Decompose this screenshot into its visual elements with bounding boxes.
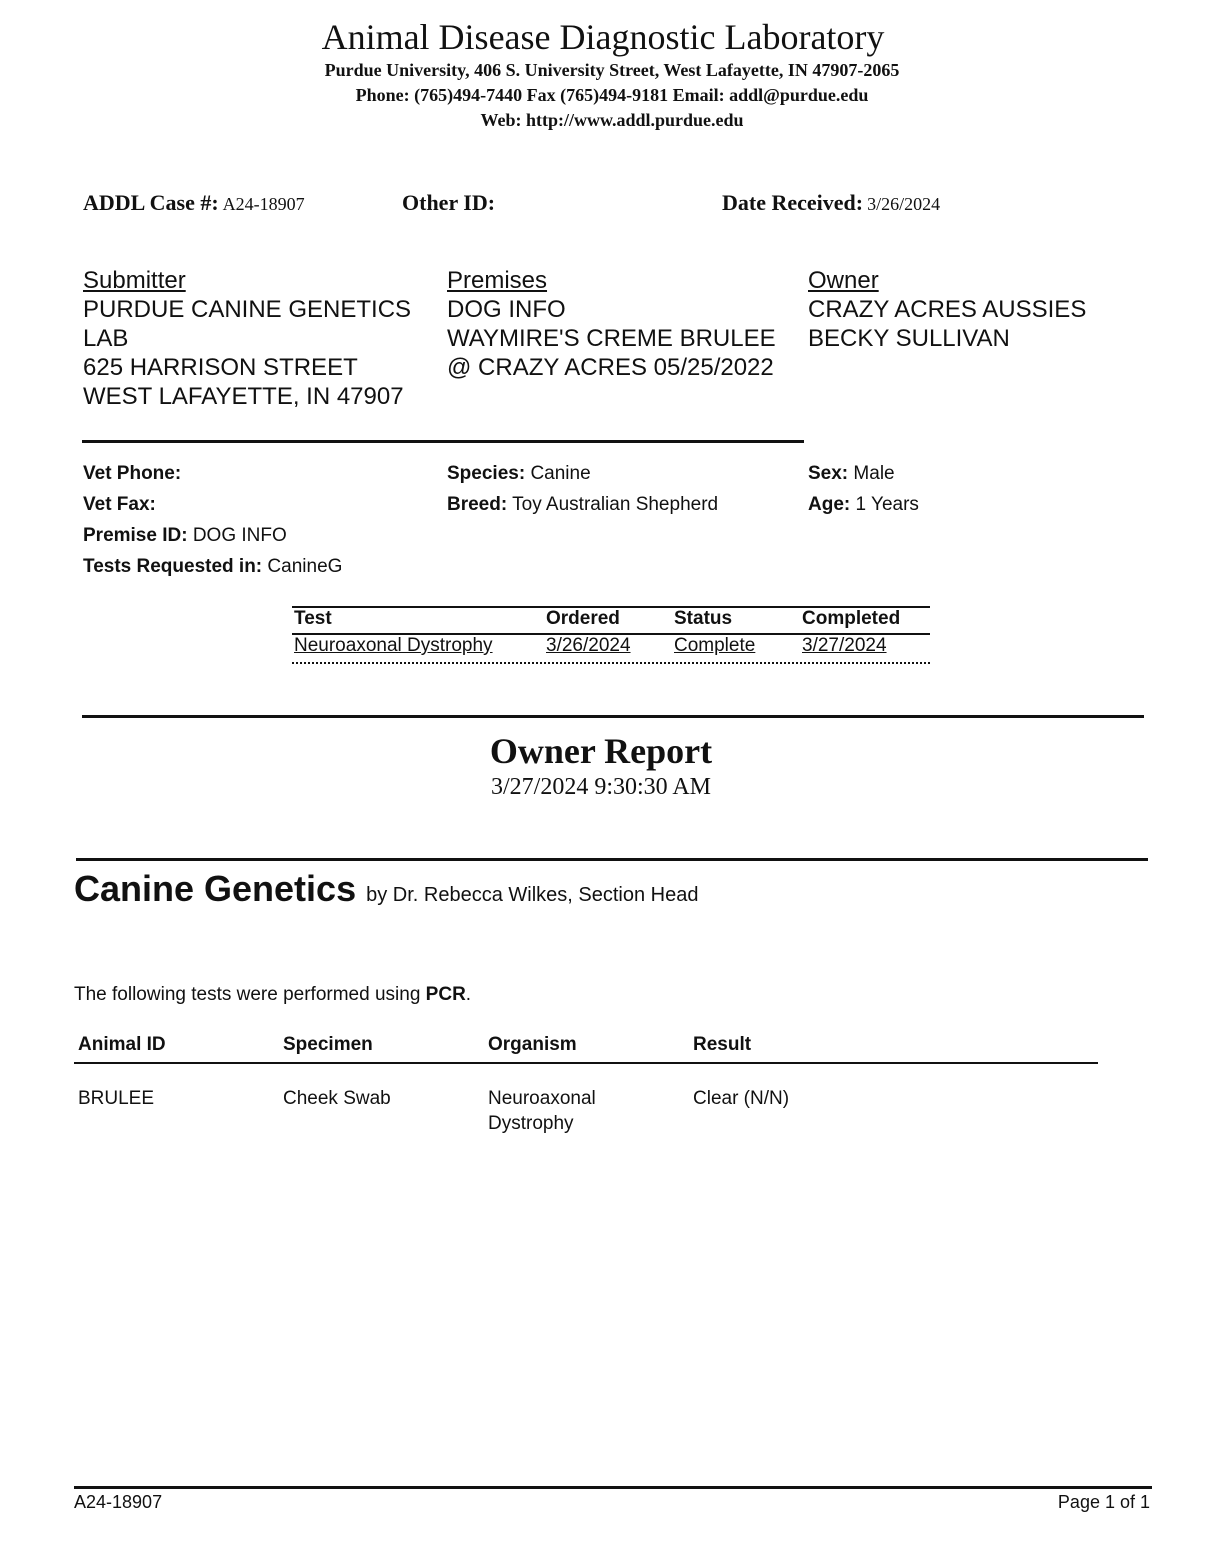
vet-fax-field bbox=[83, 489, 342, 520]
specimen-cell: Cheek Swab bbox=[283, 1088, 391, 1109]
premises-heading: Premises bbox=[447, 267, 548, 294]
owner-heading: Owner bbox=[808, 267, 879, 294]
premise-id-label: Premise ID: bbox=[83, 525, 188, 546]
date-received-field bbox=[722, 190, 940, 216]
divider bbox=[76, 858, 1148, 861]
lab-web: Web: http://www.addl.purdue.edu bbox=[480, 110, 744, 130]
test-name-cell: Neuroaxonal Dystrophy bbox=[294, 635, 493, 656]
section-heading bbox=[74, 868, 698, 910]
results-table bbox=[74, 1034, 1098, 1146]
column-header-animal-id: Animal ID bbox=[78, 1034, 166, 1055]
breed-label: Breed: bbox=[447, 494, 508, 515]
breed-field bbox=[447, 489, 718, 520]
lab-address: Purdue University, 406 S. University Street, West Lafayette, IN 47907-2065 bbox=[324, 60, 900, 80]
breed-value: Toy Australian Shepherd bbox=[512, 494, 719, 515]
case-number-value: A24-18907 bbox=[222, 194, 305, 214]
column-header-completed: Completed bbox=[802, 608, 901, 629]
column-header-organism: Organism bbox=[488, 1034, 577, 1055]
organism-cell: Neuroaxonal Dystrophy bbox=[488, 1088, 596, 1134]
vet-fax-label: Vet Fax: bbox=[83, 494, 156, 515]
submitter-line: 625 HARRISON STREET bbox=[83, 354, 358, 381]
sex-value: Male bbox=[853, 463, 895, 484]
column-header-status: Status bbox=[674, 608, 733, 629]
species-label: Species: bbox=[447, 463, 526, 484]
vet-phone-field bbox=[83, 458, 342, 489]
submitter-line: LAB bbox=[83, 325, 129, 352]
date-received-value: 3/26/2024 bbox=[867, 194, 941, 214]
premises-line: WAYMIRE'S CREME BRULEE bbox=[447, 325, 776, 352]
owner-line: BECKY SULLIVAN bbox=[808, 325, 1010, 352]
page-number: Page 1 of 1 bbox=[1057, 1492, 1150, 1512]
case-number-field bbox=[83, 190, 305, 216]
sex-field bbox=[808, 458, 919, 489]
method-name: PCR bbox=[425, 984, 466, 1005]
section-title: Canine Genetics bbox=[74, 868, 357, 909]
status-cell: Complete bbox=[674, 635, 756, 656]
divider bbox=[82, 715, 1144, 718]
footer-case-number: A24-18907 bbox=[74, 1492, 163, 1512]
species-value: Canine bbox=[530, 463, 591, 484]
submitter-line: WEST LAFAYETTE, IN 47907 bbox=[83, 383, 404, 410]
lab-title: Animal Disease Diagnostic Laboratory bbox=[321, 17, 885, 57]
other-id-label: Other ID: bbox=[402, 190, 496, 215]
result-cell: Clear (N/N) bbox=[693, 1088, 790, 1109]
lab-contact: Phone: (765)494-7440 Fax (765)494-9181 Email: addl@purdue.edu bbox=[355, 85, 869, 105]
submitter-line: PURDUE CANINE GENETICS bbox=[83, 296, 412, 323]
report-datetime: 3/27/2024 9:30:30 AM bbox=[490, 774, 712, 800]
other-id-field bbox=[402, 190, 495, 216]
method-suffix: . bbox=[465, 984, 472, 1005]
age-value: 1 Years bbox=[855, 494, 919, 515]
sex-age-block bbox=[808, 458, 919, 520]
table-row bbox=[74, 1086, 1098, 1146]
divider bbox=[82, 440, 804, 443]
section-author: by Dr. Rebecca Wilkes, Section Head bbox=[366, 884, 699, 906]
column-header-ordered: Ordered bbox=[546, 608, 620, 629]
owner-block bbox=[808, 266, 1086, 353]
age-label: Age: bbox=[808, 494, 851, 515]
completed-date-cell: 3/27/2024 bbox=[802, 635, 887, 656]
tests-requested-field bbox=[83, 551, 342, 582]
tests-table bbox=[292, 606, 930, 664]
tests-requested-label: Tests Requested in: bbox=[83, 556, 263, 577]
method-statement bbox=[74, 984, 471, 1006]
premise-id-field bbox=[83, 520, 342, 551]
ordered-date-cell: 3/26/2024 bbox=[546, 635, 631, 656]
tests-table-header bbox=[292, 606, 930, 635]
method-prefix: The following tests were performed using bbox=[74, 984, 421, 1005]
footer-divider bbox=[74, 1486, 1152, 1489]
submitter-heading: Submitter bbox=[83, 267, 186, 294]
owner-line: CRAZY ACRES AUSSIES bbox=[808, 296, 1087, 323]
premises-block bbox=[447, 266, 776, 382]
date-received-label: Date Received: bbox=[722, 190, 864, 215]
animal-id-cell: BRULEE bbox=[78, 1088, 155, 1109]
species-breed-block bbox=[447, 458, 718, 520]
results-table-header bbox=[74, 1034, 1098, 1064]
premises-line: DOG INFO bbox=[447, 296, 566, 323]
tests-requested-value: CanineG bbox=[267, 556, 343, 577]
column-header-test: Test bbox=[294, 608, 332, 629]
premise-id-value: DOG INFO bbox=[192, 525, 287, 546]
age-field bbox=[808, 489, 919, 520]
column-header-specimen: Specimen bbox=[283, 1034, 373, 1055]
sex-label: Sex: bbox=[808, 463, 849, 484]
species-field bbox=[447, 458, 718, 489]
report-title: Owner Report bbox=[489, 731, 713, 771]
table-row bbox=[292, 635, 930, 664]
vet-info-block bbox=[83, 458, 342, 582]
case-number-label: ADDL Case #: bbox=[83, 190, 219, 215]
premises-line: @ CRAZY ACRES 05/25/2022 bbox=[447, 354, 774, 381]
vet-phone-label: Vet Phone: bbox=[83, 463, 182, 484]
submitter-block bbox=[83, 266, 411, 411]
column-header-result: Result bbox=[693, 1034, 752, 1055]
